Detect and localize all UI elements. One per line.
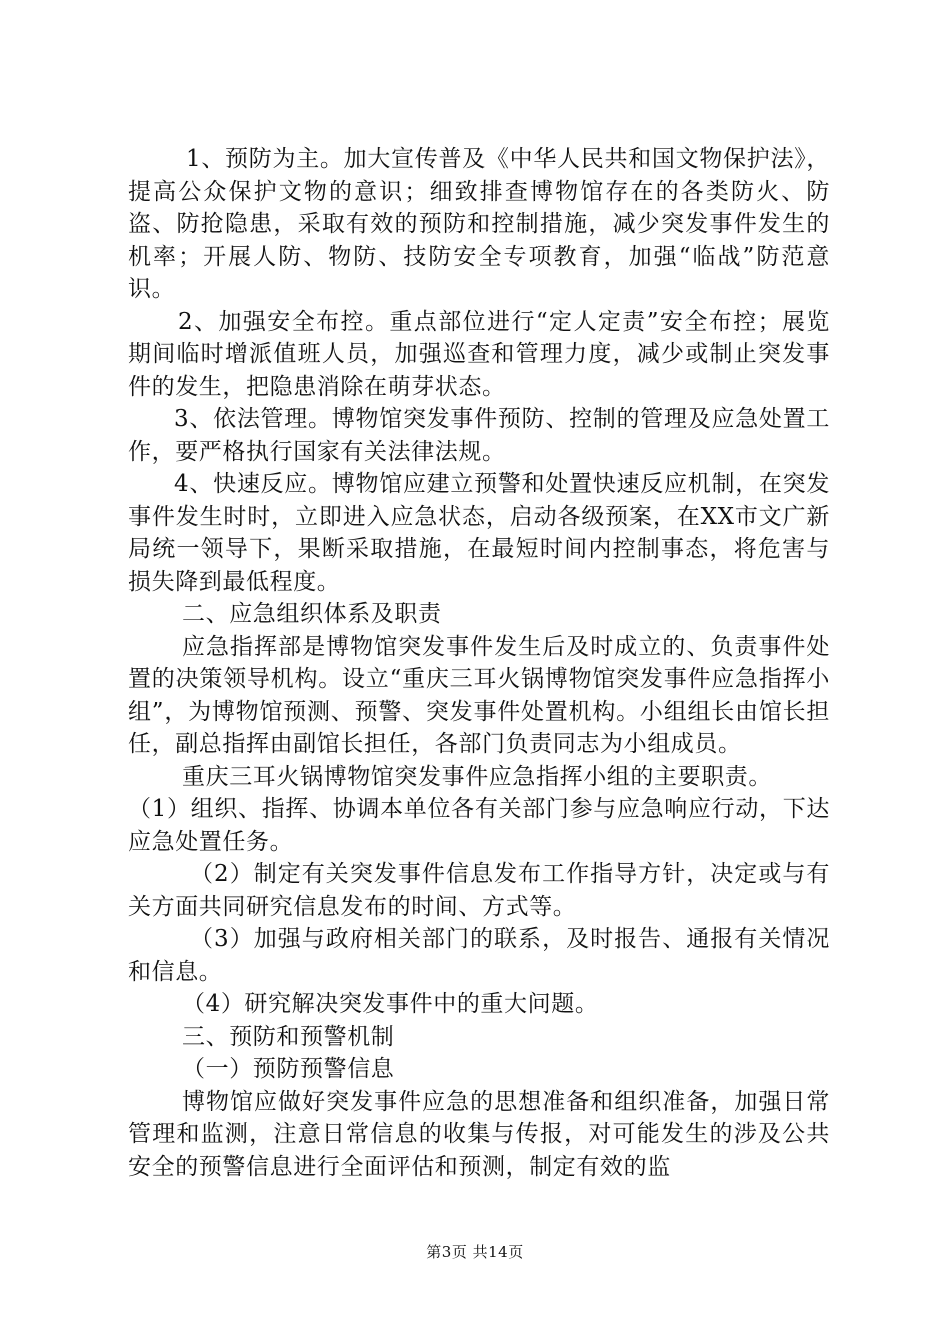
section-heading-organization: 二、应急组织体系及职责 xyxy=(182,601,442,627)
paragraph-main-duties: 重庆三耳火锅博物馆突发事件应急指挥小组的主要职责。 xyxy=(182,763,772,790)
duty-item-3: （3）加强与政府相关部门的联系，及时报告、通报有关情况和信息。 xyxy=(128,926,830,985)
page-number-footer: 第3页 共14页 xyxy=(426,1243,524,1261)
duty-item-4: （4）研究解决突发事件中的重大问题。 xyxy=(182,991,599,1017)
paragraph-security-control: 2、加强安全布控。重点部位进行“定人定责”安全布控；展览期间临时增派值班人员，加强巡查和管理力度，减少或制止突发事件的发生，把隐患消除在萌芽状态。 xyxy=(128,308,830,400)
section-heading-prevention-warning: 三、预防和预警机制 xyxy=(182,1023,395,1050)
subsection-heading-warning-info: （一）预防预警信息 xyxy=(182,1056,395,1082)
paragraph-legal-management: 3、依法管理。博物馆突发事件预防、控制的管理及应急处置工作，要严格执行国家有关法律法规。 xyxy=(128,406,830,465)
paragraph-command-center: 应急指挥部是博物馆突发事件发生后及时成立的、负责事件处置的决策领导机构。设立“重庆三耳火锅博物馆突发事件应急指挥小组”，为博物馆预测、预警、突发事件处置机构。小组组长由馆长担任，副总指挥由副馆长担任，各部门负责同志为小组成员。 xyxy=(128,633,830,757)
duty-item-1: （1）组织、指挥、协调本单位各有关部门参与应急响应行动，下达应急处置任务。 xyxy=(128,796,830,855)
paragraph-prevention: 1、预防为主。加大宣传普及《中华人民共和国文物保护法》，提高公众保护文物的意识；细致排查博物馆存在的各类防火、防盗、防抢隐患，采取有效的预防和控制措施，减少突发事件发生的机率；开展人防、物防、技防安全专项教育，加强“临战”防范意识。 xyxy=(128,146,830,302)
duty-item-2: （2）制定有关突发事件信息发布工作指导方针，决定或与有关方面共同研究信息发布的时间、方式等。 xyxy=(128,861,830,920)
document-body xyxy=(128,143,830,1183)
paragraph-rapid-response: 4、快速反应。博物馆应建立预警和处置快速反应机制，在突发事件发生时时，立即进入应急状态，启动各级预案，在XX市文广新局统一领导下，果断采取措施，在最短时间内控制事态，将危害与损失降到最低程度。 xyxy=(128,471,830,595)
paragraph-warning-info: 博物馆应做好突发事件应急的思想准备和组织准备，加强日常管理和监测，注意日常信息的收集与传报，对可能发生的涉及公共安全的预警信息进行全面评估和预测，制定有效的监 xyxy=(128,1088,830,1180)
